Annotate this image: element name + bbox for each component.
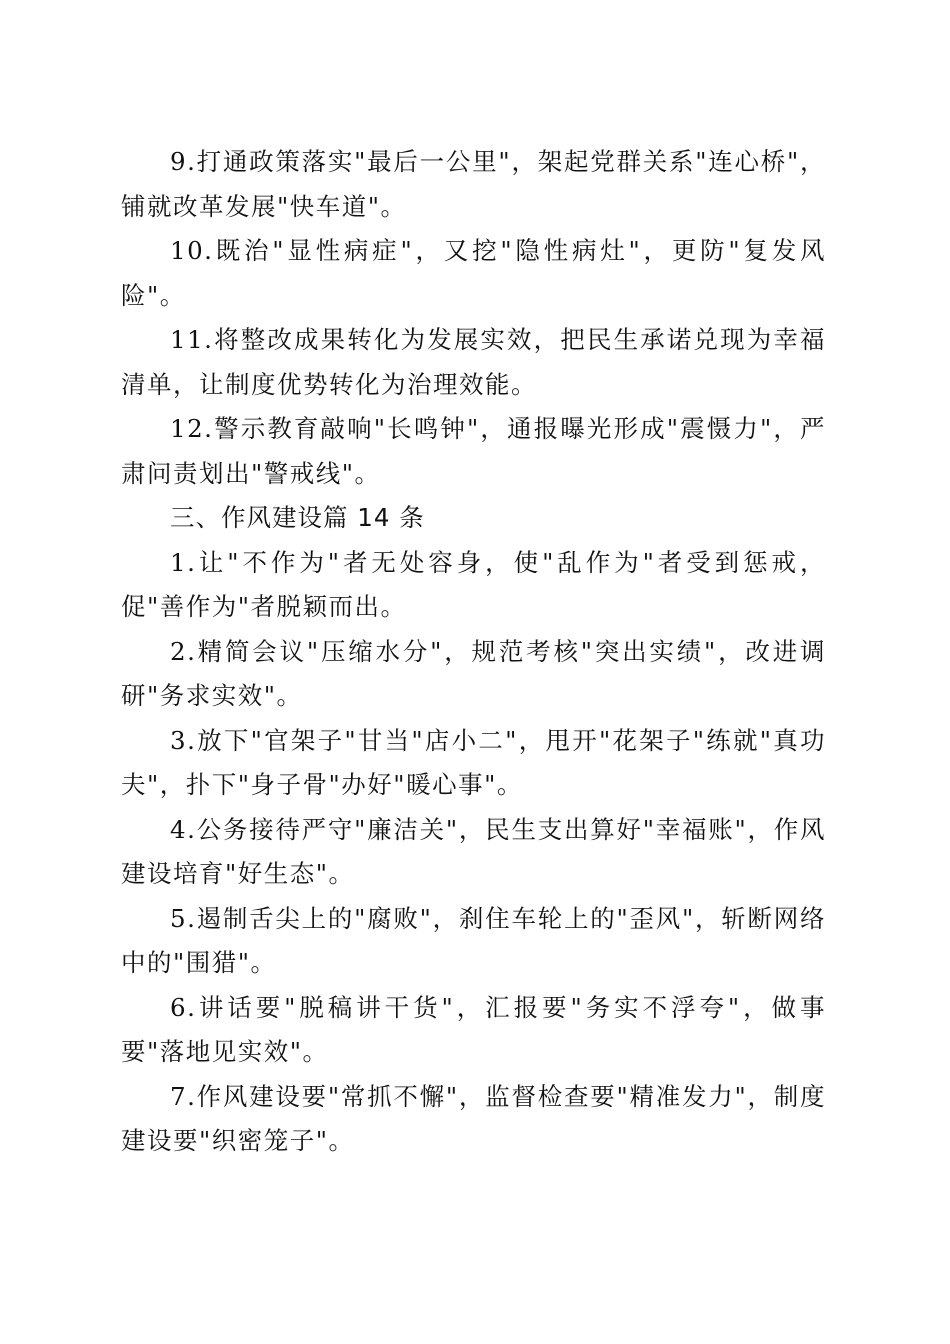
list-item: 7.作风建设要"常抓不懈"，监督检查要"精准发力"，制度建设要"织密笼子"。 (121, 1081, 826, 1155)
list-item: 10.既治"显性病症"，又挖"隐性病灶"，更防"复发风险"。 (121, 236, 826, 310)
list-item: 1.让"不作为"者无处容身，使"乱作为"者受到惩戒，促"善作为"者脱颖而出。 (121, 547, 826, 621)
list-item: 4.公务接待严守"廉洁关"，民生支出算好"幸福账"，作风建设培育"好生态"。 (121, 814, 826, 888)
list-item: 2.精简会议"压缩水分"，规范考核"突出实绩"，改进调研"务求实效"。 (121, 636, 826, 710)
list-item: 12.警示教育敲响"长鸣钟"，通报曝光形成"震慑力"，严肃问责划出"警戒线"。 (121, 414, 826, 488)
document-body (121, 140, 826, 1164)
list-item: 6.讲话要"脱稿讲干货"，汇报要"务实不浮夸"，做事要"落地见实效"。 (121, 992, 826, 1066)
section-heading: 三、作风建设篇 14 条 (170, 503, 425, 532)
list-item: 3.放下"官架子"甘当"店小二"，甩开"花架子"练就"真功夫"，扑下"身子骨"办好"暖心事"。 (121, 725, 826, 799)
list-item: 9.打通政策落实"最后一公里"，架起党群关系"连心桥"，铺就改革发展"快车道"。 (121, 147, 826, 221)
list-item: 11.将整改成果转化为发展实效，把民生承诺兑现为幸福清单，让制度优势转化为治理效能。 (121, 325, 826, 399)
list-item: 5.遏制舌尖上的"腐败"，刹住车轮上的"歪风"，斩断网络中的"围猎"。 (121, 903, 826, 977)
